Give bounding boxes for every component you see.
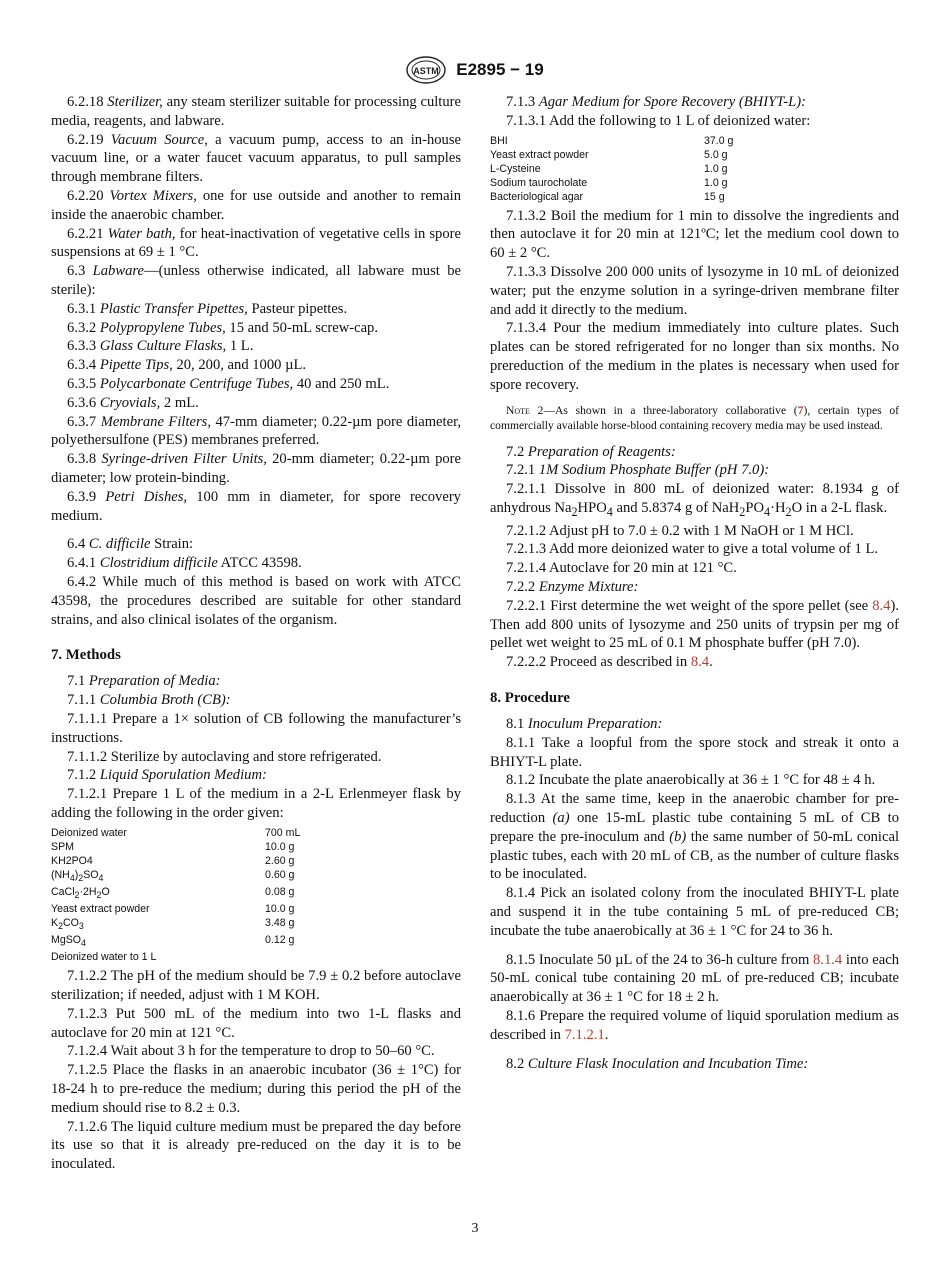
ingredient-amount: 37.0 g [704,134,734,147]
para-6-2-21: 6.2.21 Water bath, for heat-inactivation of vegetative cells in spore suspensions at 69 ± 1 °C. [51,225,461,261]
ingredient-amount: 10.0 g [265,902,295,915]
para-6-3-4: 6.3.4 Pipette Tips, 20, 200, and 1000 µL. [67,357,307,374]
para-8-1: 8.1 Inoculum Preparation: [506,716,663,733]
para-7-2-1: 7.2.1 1M Sodium Phosphate Buffer (pH 7.0): [506,462,770,479]
para-7-1-1-1: 7.1.1.1 Prepare a 1× solution of CB following the manufacturer’s instructions. [51,710,461,746]
para-6-3-1: 6.3.1 Plastic Transfer Pipettes, Pasteur pipettes. [67,300,348,317]
para-6-4-2: 6.4.2 While much of this method is based on work with ATCC 43598, the procedures described are suitable for other standard strains, and also clinical isolates of the organism. [51,573,461,628]
table-row [490,176,733,190]
section-link[interactable]: 7.1.2.1 [564,1026,605,1043]
para-7-2-1-1: 7.2.1.1 Dissolve in 800 mL of deionized water: 8.1934 g of anhydrous $Na_2HPO_4$ and 5.8374 g of $NaH_2PO_4\cdot H_2O$ in a 2-L flask. [490,481,899,519]
table-row [490,162,733,176]
ingredient-amount: 1.0 g [704,162,728,175]
para-6-3-5: 6.3.5 Polycarbonate Centrifuge Tubes, 40 and 250 mL. [67,375,390,392]
table-row [51,885,300,902]
table-row [51,826,300,840]
para-8-1-2: 8.1.2 Incubate the plate anaerobically at 36 ± 1 °C for 48 ± 4 h. [506,772,876,789]
ingredient-name: $K_2CO_3$ [51,916,84,932]
para-8-1-5: 8.1.5 Inoculate 50 µL of the 24 to 36-h culture from 8.1.4 into each 50-mL conical tube containing 20 mL of pre-reduced CB; incubate anaerobically at 36 ± 1 °C for 18 ± 2 h. [490,951,899,1006]
para-8-1-6: 8.1.6 Prepare the required volume of liquid sporulation medium as described in 7.1.2.1. [490,1007,899,1043]
ingredient-amount: 2.60 g [265,854,295,867]
section-link[interactable]: 8.1.4 [813,951,843,968]
ingredient-amount: 10.0 g [265,840,295,853]
ingredient-amount: 0.60 g [265,868,295,881]
ingredient-name: BHI [490,134,508,147]
para-6-2-19: 6.2.19 Vacuum Source, a vacuum pump, access to an in-house vacuum line, or a water faucet vacuum apparatus, to pull samples through membrane filters. [51,131,461,186]
para-6-3-8: 6.3.8 Syringe-driven Filter Units, 20-mm diameter; 0.22-µm pore diameter; low protein-binding. [51,451,461,486]
note-2: Note 2—As shown in a three-laboratory collaborative (7), certain types of commercially available horse-blood containing recovery media may be used instead. [490,403,900,432]
para-6-4: 6.4 C. difficile Strain: [67,536,194,553]
ingredient-name: Deionized water to 1 L [51,951,157,964]
ingredient-name: L-Cysteine [490,162,541,175]
para-7-1-2-6: 7.1.2.6 The liquid culture medium must be prepared the day before its use so that it is already pre-reduced on the day it is to be inoculated. [51,1118,461,1173]
para-7-1-3-2: 7.1.3.2 Boil the medium for 1 min to dissolve the ingredients and then autoclave it for 20 min at 121ºC; let the medium cool down to 60 ± 2 °C. [490,207,899,262]
para-6-3-6: 6.3.6 Cryovials, 2 mL. [67,394,199,411]
para-7-2: 7.2 Preparation of Reagents: [506,443,676,460]
para-6-2-18: 6.2.18 Sterilizer, any steam sterilizer suitable for processing culture media, reagents, and labware. [51,94,461,129]
para-6-3: 6.3 Labware—(unless otherwise indicated, all labware must be sterile): [51,263,461,298]
page-number: 3 [471,1221,479,1236]
sporulation-medium-table [51,826,300,964]
table-row [51,950,300,964]
ingredient-name: SPM [51,840,74,853]
section-link[interactable]: 8.4 [872,597,891,614]
table-row [490,190,733,204]
section-link[interactable]: 8.4 [690,654,710,671]
table-row [51,840,300,854]
table-row [51,933,300,950]
ingredient-name: $(NH_4)_2SO_4$ [51,868,104,883]
para-6-2-20: 6.2.20 Vortex Mixers, one for use outside and another to remain inside the anaerobic chamber. [51,187,461,223]
ingredient-amount: 1.0 g [704,176,728,189]
para-7-2-1-4: 7.2.1.4 Autoclave for 20 min at 121 °C. [506,560,737,577]
para-6-4-1: 6.4.1 Clostridium difficile ATCC 43598. [67,555,302,572]
para-8-1-1: 8.1.1 Take a loopful from the spore stock and streak it onto a BHIYT-L plate. [490,734,899,770]
para-7-2-1-3: 7.2.1.3 Add more deionized water to give a total volume of 1 L. [506,541,879,558]
ingredient-amount: 15 g [704,190,725,203]
ingredient-name: MgSO$_4$ [51,934,86,949]
ingredient-amount: 5.0 g [704,148,728,161]
para-6-3-3: 6.3.3 Glass Culture Flasks, 1 L. [67,338,254,355]
table-row [51,916,300,933]
document-id: E2895 − 19 [456,60,544,79]
ingredient-name: Yeast extract powder [490,148,589,161]
svg-text:ASTM: ASTM [413,66,440,76]
table-row [51,854,300,868]
para-7-1-2: 7.1.2 Liquid Sporulation Medium: [67,767,267,784]
para-6-3-7: 6.3.7 Membrane Filters, 47-mm diameter; 0.22-µm pore diameter, polyethersulfone (PES) membranes preferred. [51,413,461,449]
astm-logo-icon [406,56,446,84]
reference-link[interactable]: 7 [797,403,804,417]
para-7-1-2-3: 7.1.2.3 Put 500 mL of the medium into two 1-L flasks and autoclave for 20 min at 121 °C. [51,1005,462,1041]
table-row [51,902,300,916]
ingredient-name: Bacteriological agar [490,190,584,203]
ingredient-amount: 700 mL [265,826,301,839]
ingredient-name: Sodium taurocholate [490,176,588,189]
para-7-1-3-3: 7.1.3.3 Dissolve 200 000 units of lysozyme in 10 mL of deionized water; put the enzyme solution in a syringe-driven membrane filter and add it directly to the medium. [490,263,899,318]
ingredient-amount: 0.08 g [265,885,295,898]
para-7-1-2-2: 7.1.2.2 The pH of the medium should be 7.9 ± 0.2 before autoclave sterilization; if needed, adjust with 1 M KOH. [51,968,461,1003]
para-7-1-3: 7.1.3 Agar Medium for Spore Recovery (BHIYT-L): [506,94,806,110]
para-7-2-2-1: 7.2.2.1 First determine the wet weight of the spore pellet (see 8.4). Then add 800 units of lysozyme and 250 units of trypsin per mg of pellet wet weight to 25 mL of 0.1 M phosphate buffer (pH 7.0). [490,597,899,652]
section-heading-8: 8. Procedure [490,690,570,707]
para-7-1: 7.1 Preparation of Media: [67,673,221,690]
ingredient-name: Deionized water [51,826,127,839]
para-7-2-1-2: 7.2.1.2 Adjust pH to 7.0 ± 0.2 with 1 M NaOH or 1 M HCl. [506,522,854,539]
ingredient-amount [265,950,300,964]
agar-medium-table [490,134,733,204]
para-7-1-1: 7.1.1 Columbia Broth (CB): [67,692,231,709]
para-7-1-2-1: 7.1.2.1 Prepare 1 L of the medium in a 2-L Erlenmeyer flask by adding the following in the order given: [51,786,461,821]
para-7-1-2-4: 7.1.2.4 Wait about 3 h for the temperature to drop to 50–60 °C. [67,1043,435,1060]
para-7-1-3-1: 7.1.3.1 Add the following to 1 L of deionized water: [506,112,811,129]
para-8-2: 8.2 Culture Flask Inoculation and Incubation Time: [506,1055,809,1072]
ingredient-name: Yeast extract powder [51,902,150,915]
para-7-1-1-2: 7.1.1.2 Sterilize by autoclaving and store refrigerated. [67,748,382,765]
right-column [490,93,899,1073]
para-8-1-4: 8.1.4 Pick an isolated colony from the inoculated BHIYT-L plate and suspend it in the tube containing 5 mL of pre-reduced CB; incubate the tube anaerobically at 36 ± 1 °C for 24 to 36 h. [490,885,899,939]
para-7-1-2-5: 7.1.2.5 Place the flasks in an anaerobic incubator (36 ± 1°C) for 18-24 h to pre-reduce the medium; during this period the pH of the medium should rise to 8.2 ± 0.3. [51,1062,462,1116]
ingredient-name: KH2PO4 [51,854,93,867]
para-6-3-9: 6.3.9 Petri Dishes, 100 mm in diameter, for spore recovery medium. [51,488,461,524]
para-7-2-2-2: 7.2.2.2 Proceed as described in 8.4. [506,654,713,671]
ingredient-name: $CaCl_2\cdot 2H_2O$ [51,885,110,900]
section-heading-7: 7. Methods [51,647,121,664]
table-row [51,868,300,885]
para-7-1-3-4: 7.1.3.4 Pour the medium immediately into culture plates. Such plates can be stored refrigerated for no longer than six months. No prereduction of the medium in the plates is necessary when used for spore recovery. [490,320,899,393]
table-row [490,148,733,162]
table-row [490,134,733,148]
para-6-3-2: 6.3.2 Polypropylene Tubes, 15 and 50-mL screw-cap. [67,319,378,336]
para-7-2-2: 7.2.2 Enzyme Mixture: [506,579,639,596]
ingredient-amount: 0.12 g [265,934,295,947]
ingredient-amount: 3.48 g [265,916,295,929]
page-header [0,56,950,84]
left-column [51,93,461,1174]
para-8-1-3: 8.1.3 At the same time, keep in the anaerobic chamber for pre-reduction (a) one 15-mL plastic tube containing 5 mL of CB to prepare the pre-inoculum and (b) the same number of 50-mL conical plastic tubes, each with 20 mL of CB, as the number of culture flasks to be inoculated. [490,791,899,883]
